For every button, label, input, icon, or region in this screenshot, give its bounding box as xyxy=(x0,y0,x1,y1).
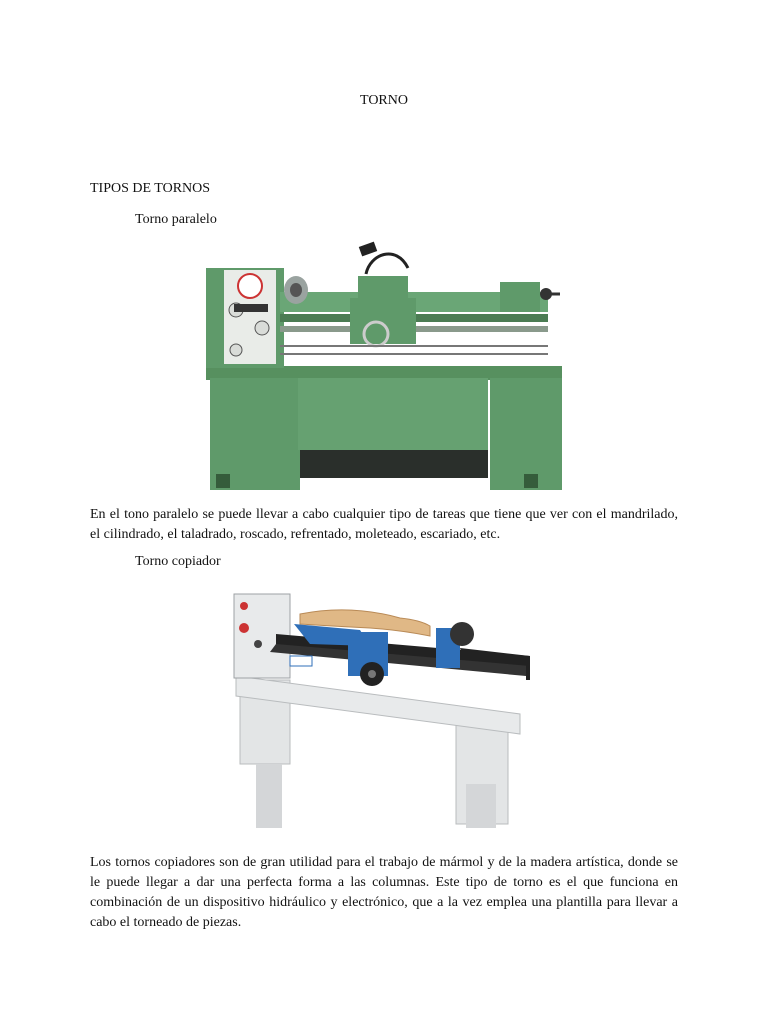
torno-copiador-illustration xyxy=(230,584,536,838)
paragraph-torno-copiador: Los tornos copiadores son de gran utilidad para el trabajo de mármol y de la madera artística, donde se le puede llegar a dar una perfecta forma a las columnas. Este tipo de torno es el que funciona en combinación de un dispositivo hidráulico y electrónico, que a la vez emplea una plantilla para llevar a cabo el torneado de piezas. xyxy=(90,855,678,930)
subheading-torno-copiador: Torno copiador xyxy=(135,554,221,569)
figure-torno-copiador xyxy=(230,584,536,838)
paragraph-torno-paralelo: En el tono paralelo se puede llevar a cabo cualquier tipo de tareas que tiene que ver con el mandrilado, el cilindrado, el taladrado, roscado, refrentado, moleteado, escariado, etc. xyxy=(90,507,678,542)
section-heading: TIPOS DE TORNOS xyxy=(90,181,211,196)
torno-paralelo-illustration xyxy=(200,238,568,492)
page-title: TORNO xyxy=(360,93,408,108)
subheading-torno-paralelo: Torno paralelo xyxy=(135,212,217,227)
figure-torno-paralelo xyxy=(200,238,568,492)
